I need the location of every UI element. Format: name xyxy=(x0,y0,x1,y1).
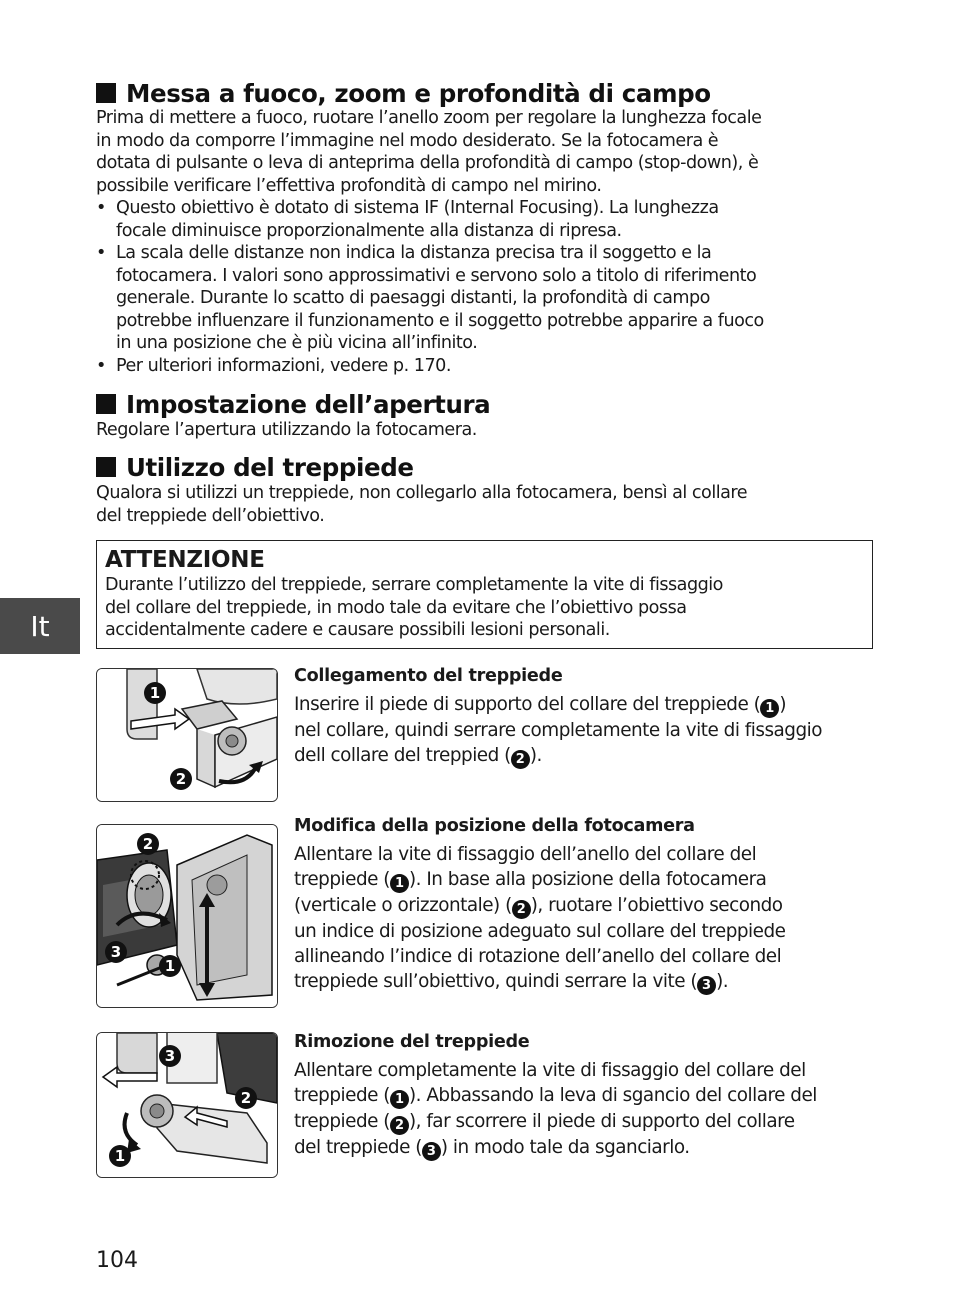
illustration-attach-tripod xyxy=(96,668,278,802)
text-line: treppiede ( 2 ), far scorrere il piede di supporto del collare xyxy=(294,1111,795,1133)
text-line: treppiede ( 1 ). In base alla posizione della fotocamera xyxy=(294,869,767,891)
section-heading-aperture: Impostazione dell’apertura xyxy=(96,390,490,420)
step-number-icon: 2 xyxy=(511,750,530,769)
focus-intro xyxy=(96,107,886,197)
list-item xyxy=(96,355,886,378)
callout-1: 1 xyxy=(109,1145,131,1167)
text-line: del treppiede ( 3 ) in modo tale da sganciarlo. xyxy=(294,1137,690,1159)
procedure-title: Modifica della posizione della fotocamera xyxy=(294,816,695,836)
procedure-title: Rimozione del treppiede xyxy=(294,1032,530,1052)
text-line: dotata di pulsante o leva di anteprima della profondità di campo (stop-down), è xyxy=(96,153,759,173)
bullet-dot: • xyxy=(96,355,106,376)
text-line: Questo obiettivo è dotato di sistema IF (Internal Focusing). La lunghezza xyxy=(116,198,719,218)
step-number-icon: 3 xyxy=(697,976,716,995)
square-bullet-icon xyxy=(96,394,116,414)
text-line: Prima di mettere a fuoco, ruotare l’anello zoom per regolare la lunghezza focale xyxy=(96,108,762,128)
page-number: 104 xyxy=(96,1248,138,1273)
focus-bullet-list xyxy=(96,197,886,377)
bullet-dot: • xyxy=(96,198,106,218)
procedure-body xyxy=(294,692,884,769)
step-number-icon: 1 xyxy=(760,699,779,718)
step-number-icon: 1 xyxy=(390,1090,409,1109)
caution-title: ATTENZIONE xyxy=(105,547,265,573)
camera-rotate-drawing xyxy=(97,825,277,1007)
procedure-attach xyxy=(294,664,884,769)
text-line: Allentare completamente la vite di fissaggio del collare del xyxy=(294,1060,806,1081)
text-line: Allentare la vite di fissaggio dell’anello del collare del xyxy=(294,844,757,865)
language-tab: It xyxy=(0,598,80,654)
text-line: dell collare del treppied ( 2 ). xyxy=(294,745,542,767)
text-line: possibile verificare l’effettiva profondità di campo nel mirino. xyxy=(96,175,602,196)
text-line: Inserire il piede di supporto del collare del treppiede ( 1 ) xyxy=(294,694,787,716)
text-line: (verticale o orizzontale) ( 2 ), ruotare l’obiettivo secondo xyxy=(294,895,783,917)
aperture-text: Regolare l’apertura utilizzando la fotocamera. xyxy=(96,420,477,440)
procedure-title: Collegamento del treppiede xyxy=(294,666,563,686)
callout-2: 2 xyxy=(235,1087,257,1109)
text-line: Qualora si utilizzi un treppiede, non collegarlo alla fotocamera, bensì al collare xyxy=(96,483,748,503)
text-line: del collare del treppiede, in modo tale da evitare che l’obiettivo possa xyxy=(105,597,687,618)
text-line: fotocamera. I valori sono approssimativi e servono solo a titolo di riferimento xyxy=(116,265,757,286)
callout-2: 2 xyxy=(170,768,192,790)
text-line: in modo da comporre l’immagine nel modo desiderato. Se la fotocamera è xyxy=(96,130,719,151)
callout-1: 1 xyxy=(144,682,166,704)
text-line: nel collare, quindi serrare completamente la vite di fissaggio xyxy=(294,720,823,741)
step-number-icon: 2 xyxy=(512,900,531,919)
text-line: Per ulteriori informazioni, vedere p. 170. xyxy=(116,355,451,376)
text-line: treppiede ( 1 ). Abbassando la leva di sgancio del collare del xyxy=(294,1085,817,1107)
illustration-camera-position xyxy=(96,824,278,1008)
list-item xyxy=(96,242,886,355)
text-line: treppiede sull’obiettivo, quindi serrare la vite ( 3 ). xyxy=(294,971,729,993)
caution-box xyxy=(96,540,873,649)
text-line: del treppiede dell’obiettivo. xyxy=(96,505,325,526)
text-line: La scala delle distanze non indica la distanza precisa tra il soggetto e la xyxy=(116,243,712,263)
callout-1: 1 xyxy=(159,955,181,977)
caution-text xyxy=(105,574,864,642)
section-heading-tripod: Utilizzo del treppiede xyxy=(96,453,414,483)
step-number-icon: 1 xyxy=(390,874,409,893)
callout-2: 2 xyxy=(137,833,159,855)
illustration-remove-tripod xyxy=(96,1032,278,1178)
text-line: un indice di posizione adeguato sul collare del treppiede xyxy=(294,921,786,942)
text-line: generale. Durante lo scatto di paesaggi distanti, la profondità di campo xyxy=(116,288,710,308)
callout-3: 3 xyxy=(159,1045,181,1067)
text-line: accidentalmente cadere e causare possibili lesioni personali. xyxy=(105,620,610,640)
list-item xyxy=(96,197,886,242)
text-line: in una posizione che è più vicina all’infinito. xyxy=(116,333,478,353)
step-number-icon: 2 xyxy=(390,1116,409,1135)
text-line: focale diminuisce proporzionalmente alla distanza di ripresa. xyxy=(116,220,622,241)
procedure-body xyxy=(294,1058,884,1161)
step-number-icon: 3 xyxy=(422,1142,441,1161)
text-line: potrebbe influenzare il funzionamento e il soggetto potrebbe apparire a fuoco xyxy=(116,310,764,331)
bullet-dot: • xyxy=(96,243,106,263)
square-bullet-icon xyxy=(96,457,116,477)
text-line: allineando l’indice di rotazione dell’anello del collare del xyxy=(294,946,782,967)
section-heading-focus: Messa a fuoco, zoom e profondità di campo xyxy=(96,79,711,109)
callout-3: 3 xyxy=(105,941,127,963)
tripod-text xyxy=(96,482,886,527)
procedure-remove xyxy=(294,1030,884,1161)
procedure-body xyxy=(294,842,884,995)
procedure-change-position xyxy=(294,814,884,995)
text-line: Durante l’utilizzo del treppiede, serrare completamente la vite di fissaggio xyxy=(105,575,723,595)
square-bullet-icon xyxy=(96,83,116,103)
